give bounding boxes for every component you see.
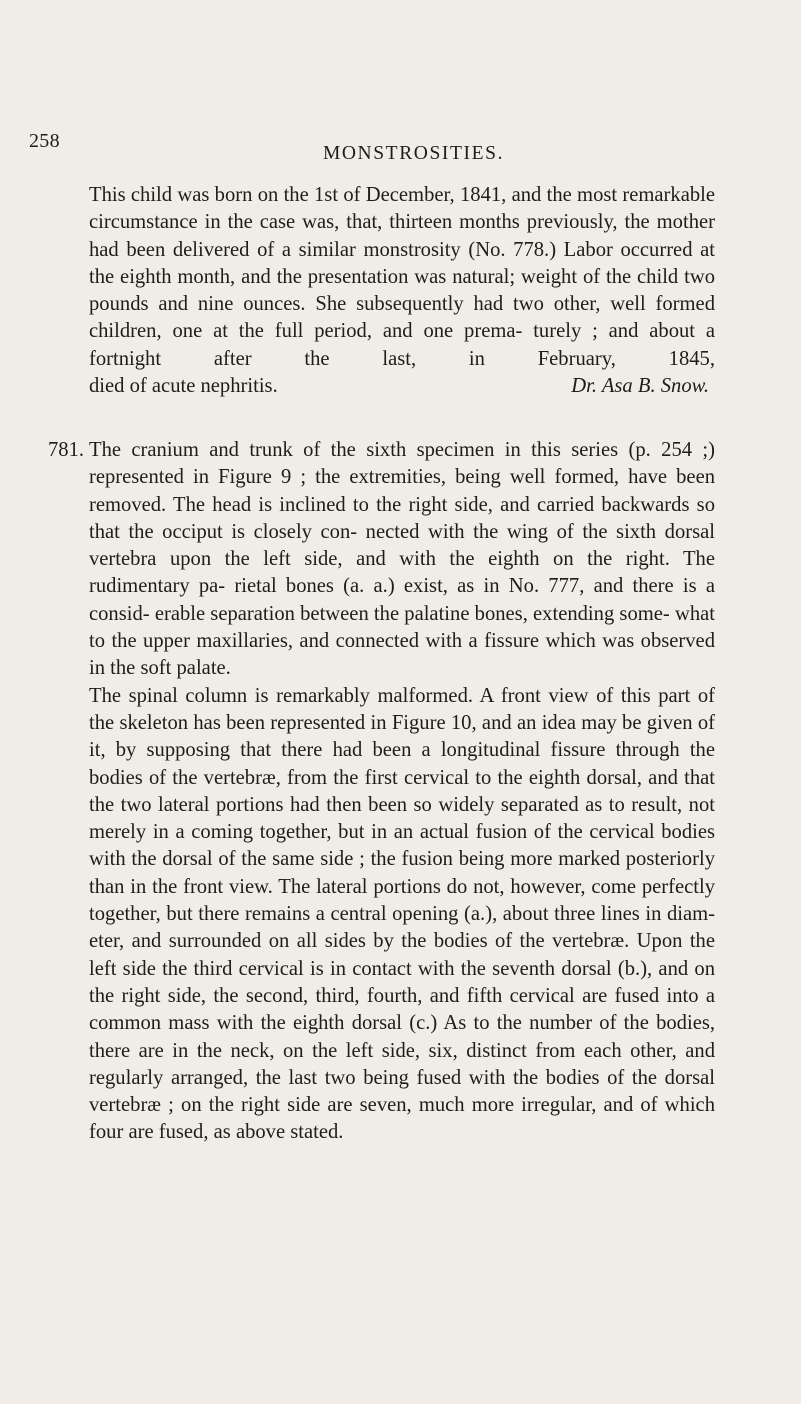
entry-description-text: The cranium and trunk of the sixth specimen in this series (p. 254 ;) represented in Figure 9 ; the extremities, being well formed, have been removed. The head is inclined to the right side, and carried backwards so that the occiput is closely con- nected with the wing of the sixth dorsal vertebra upon the left side, and with the eighth on the right. The rudimentary pa- rietal bones (a. a.) exist, as in No. 777, and there is a consid- erable separation between the palatine bones, extending some- what to the upper maxillaries, and connected with a fissure which was observed in the soft palate. (89, 439, 715, 680)
entry-first-paragraph (48, 437, 715, 683)
closing-text: died of acute nephritis. (89, 375, 278, 398)
case-paragraph (89, 182, 715, 400)
running-title: MONSTROSITIES. (322, 143, 505, 164)
entry-number: 781. (48, 439, 85, 461)
signature-line (89, 373, 715, 400)
page-number: 258 (29, 130, 60, 152)
spinal-column-paragraph: The spinal column is remarkably malformed. A front view of this part of the skeleton has been represented in Figure 10, and an idea may be given of it, by supposing that there had been a longitudinal fissure through the bodies of the vertebræ, from the first cervical to the eighth dorsal, and that the two lateral portions had then been so widely separated as to result, not merely in a coming together, but in an actual fusion of the cervical bodies with the dorsal of the same side ; the fusion being more marked posteriorly than in the front view. The lateral portions do not, however, come perfectly together, but there remains a central opening (a.), about three lines in diam- eter, and surrounded on all sides by the bodies of the vertebræ. Upon the left side the third cervical is in contact with the seventh dorsal (b.), and on the right side, the second, third, fourth, and fifth cervical are fused into a common mass with the eighth dorsal (c.) As to the number of the bodies, there are in the neck, on the left side, six, distinct from each other, and regularly arranged, the last two being fused with the bodies of the dorsal vertebræ ; on the right side are seven, much more irregular, and of which four are fused, as above stated. (89, 684, 715, 1144)
author-signature: Dr. Asa B. Snow. (571, 375, 709, 398)
catalogue-entry-781 (48, 437, 715, 1147)
case-paragraph-text: This child was born on the 1st of December, 1841, and the most remarkable circumstance in the case was, that, thirteen months previously, the mother had been delivered of a similar monstrosity (No. 778.) Labor occurred at the eighth month, and the presentation was natural; weight of the child two pounds and nine ounces. She subsequently had two other, well formed children, one at the full period, and one prema- turely ; and about a fortnight after the last, in February, 1845, (89, 184, 715, 370)
